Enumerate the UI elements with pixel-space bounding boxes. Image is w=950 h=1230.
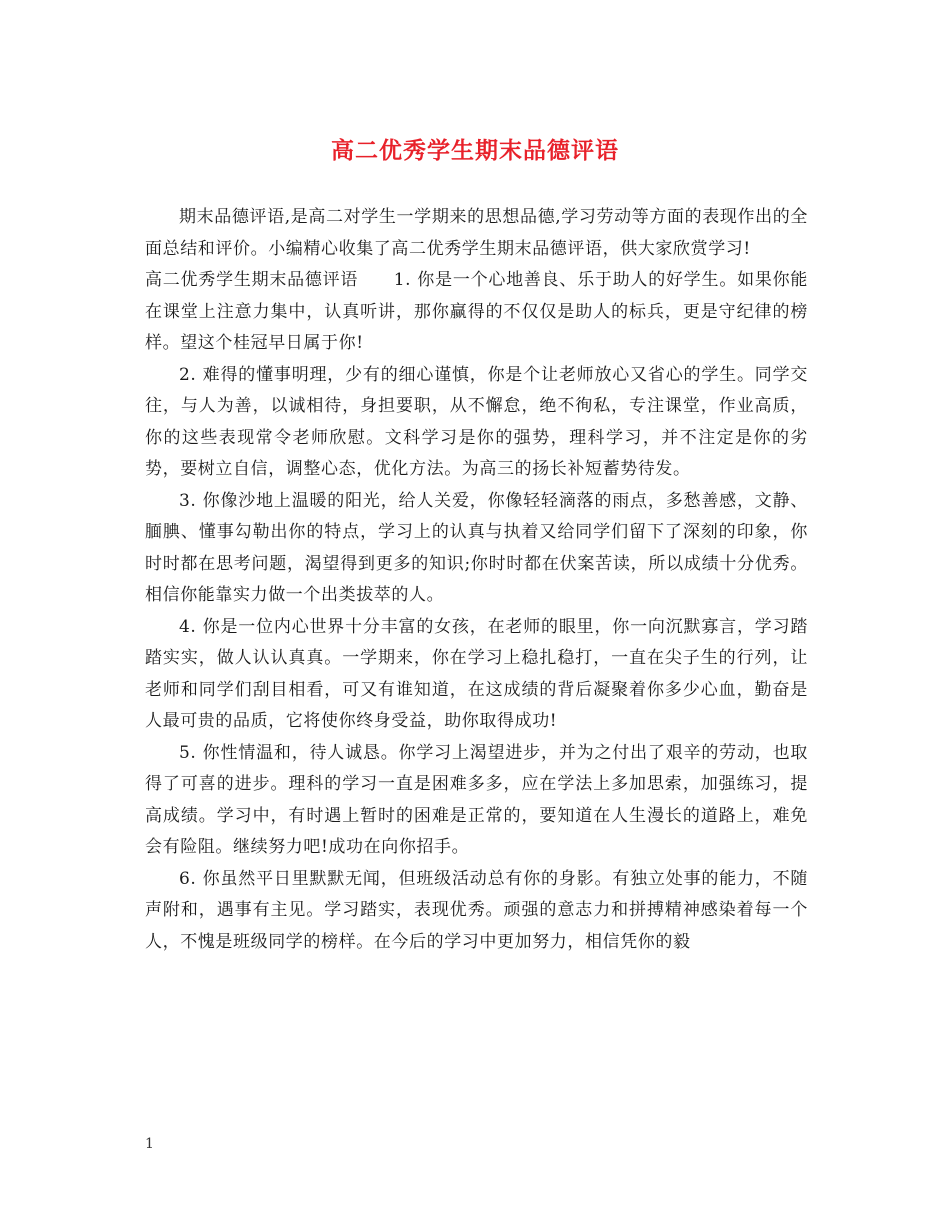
comment-paragraph-1: 高二优秀学生期末品德评语 1. 你是一个心地善良、乐于助人的好学生。如果你能在课堂上注意力集中，认真听讲，那你赢得的不仅仅是助人的标兵，更是守纪律的榜样。望这个桂冠早日属于你! bbox=[145, 270, 808, 353]
intro-paragraph: 期末品德评语,是高二对学生一学期来的思想品德,学习劳动等方面的表现作出的全面总结和评价。小编精心收集了高二优秀学生期末品德评语，供大家欣赏学习! bbox=[145, 207, 808, 259]
document-body bbox=[145, 202, 808, 958]
comment-paragraph-4: 4. 你是一位内心世界十分丰富的女孩，在老师的眼里，你一向沉默寡言，学习踏踏实实，做人认认真真。一学期来，你在学习上稳扎稳打，一直在尖子生的行列，让老师和同学们刮目相看，可又有谁知道，在这成绩的背后凝聚着你多少心血，勤奋是人最可贵的品质，它将使你终身受益，助你取得成功! bbox=[145, 616, 808, 731]
comment-paragraph-3: 3. 你像沙地上温暖的阳光，给人关爱，你像轻轻滴落的雨点，多愁善感，文静、腼腆、懂事勾勒出你的特点，学习上的认真与执着又给同学们留下了深刻的印象，你时时都在思考问题，渴望得到更多的知识;你时时都在伏案苦读，所以成绩十分优秀。相信你能靠实力做一个出类拔萃的人。 bbox=[145, 490, 808, 605]
comment-paragraph-6: 6. 你虽然平日里默默无闻，但班级活动总有你的身影。有独立处事的能力，不随声附和，遇事有主见。学习踏实，表现优秀。顽强的意志力和拼搏精神感染着每一个人，不愧是班级同学的榜样。在今后的学习中更加努力，相信凭你的毅 bbox=[145, 868, 808, 952]
page-title: 高二优秀学生期末品德评语 bbox=[331, 138, 619, 164]
page-number: 1 bbox=[145, 1136, 154, 1152]
comment-paragraph-2: 2. 难得的懂事明理，少有的细心谨慎，你是个让老师放心又省心的学生。同学交往，与人为善，以诚相待，身担要职，从不懈怠，绝不徇私，专注课堂，作业高质，你的这些表现常令老师欣慰。文科学习是你的强势，理科学习，并不注定是你的劣势，要树立自信，调整心态，优化方法。为高三的扬长补短蓄势待发。 bbox=[145, 364, 808, 479]
comment-paragraph-5: 5. 你性情温和，待人诚恳。你学习上渴望进步，并为之付出了艰辛的劳动，也取得了可喜的进步。理科的学习一直是困难多多，应在学法上多加思索，加强练习，提高成绩。学习中，有时遇上暂时的困难是正常的，要知道在人生漫长的道路上，难免会有险阻。继续努力吧!成功在向你招手。 bbox=[145, 742, 808, 857]
